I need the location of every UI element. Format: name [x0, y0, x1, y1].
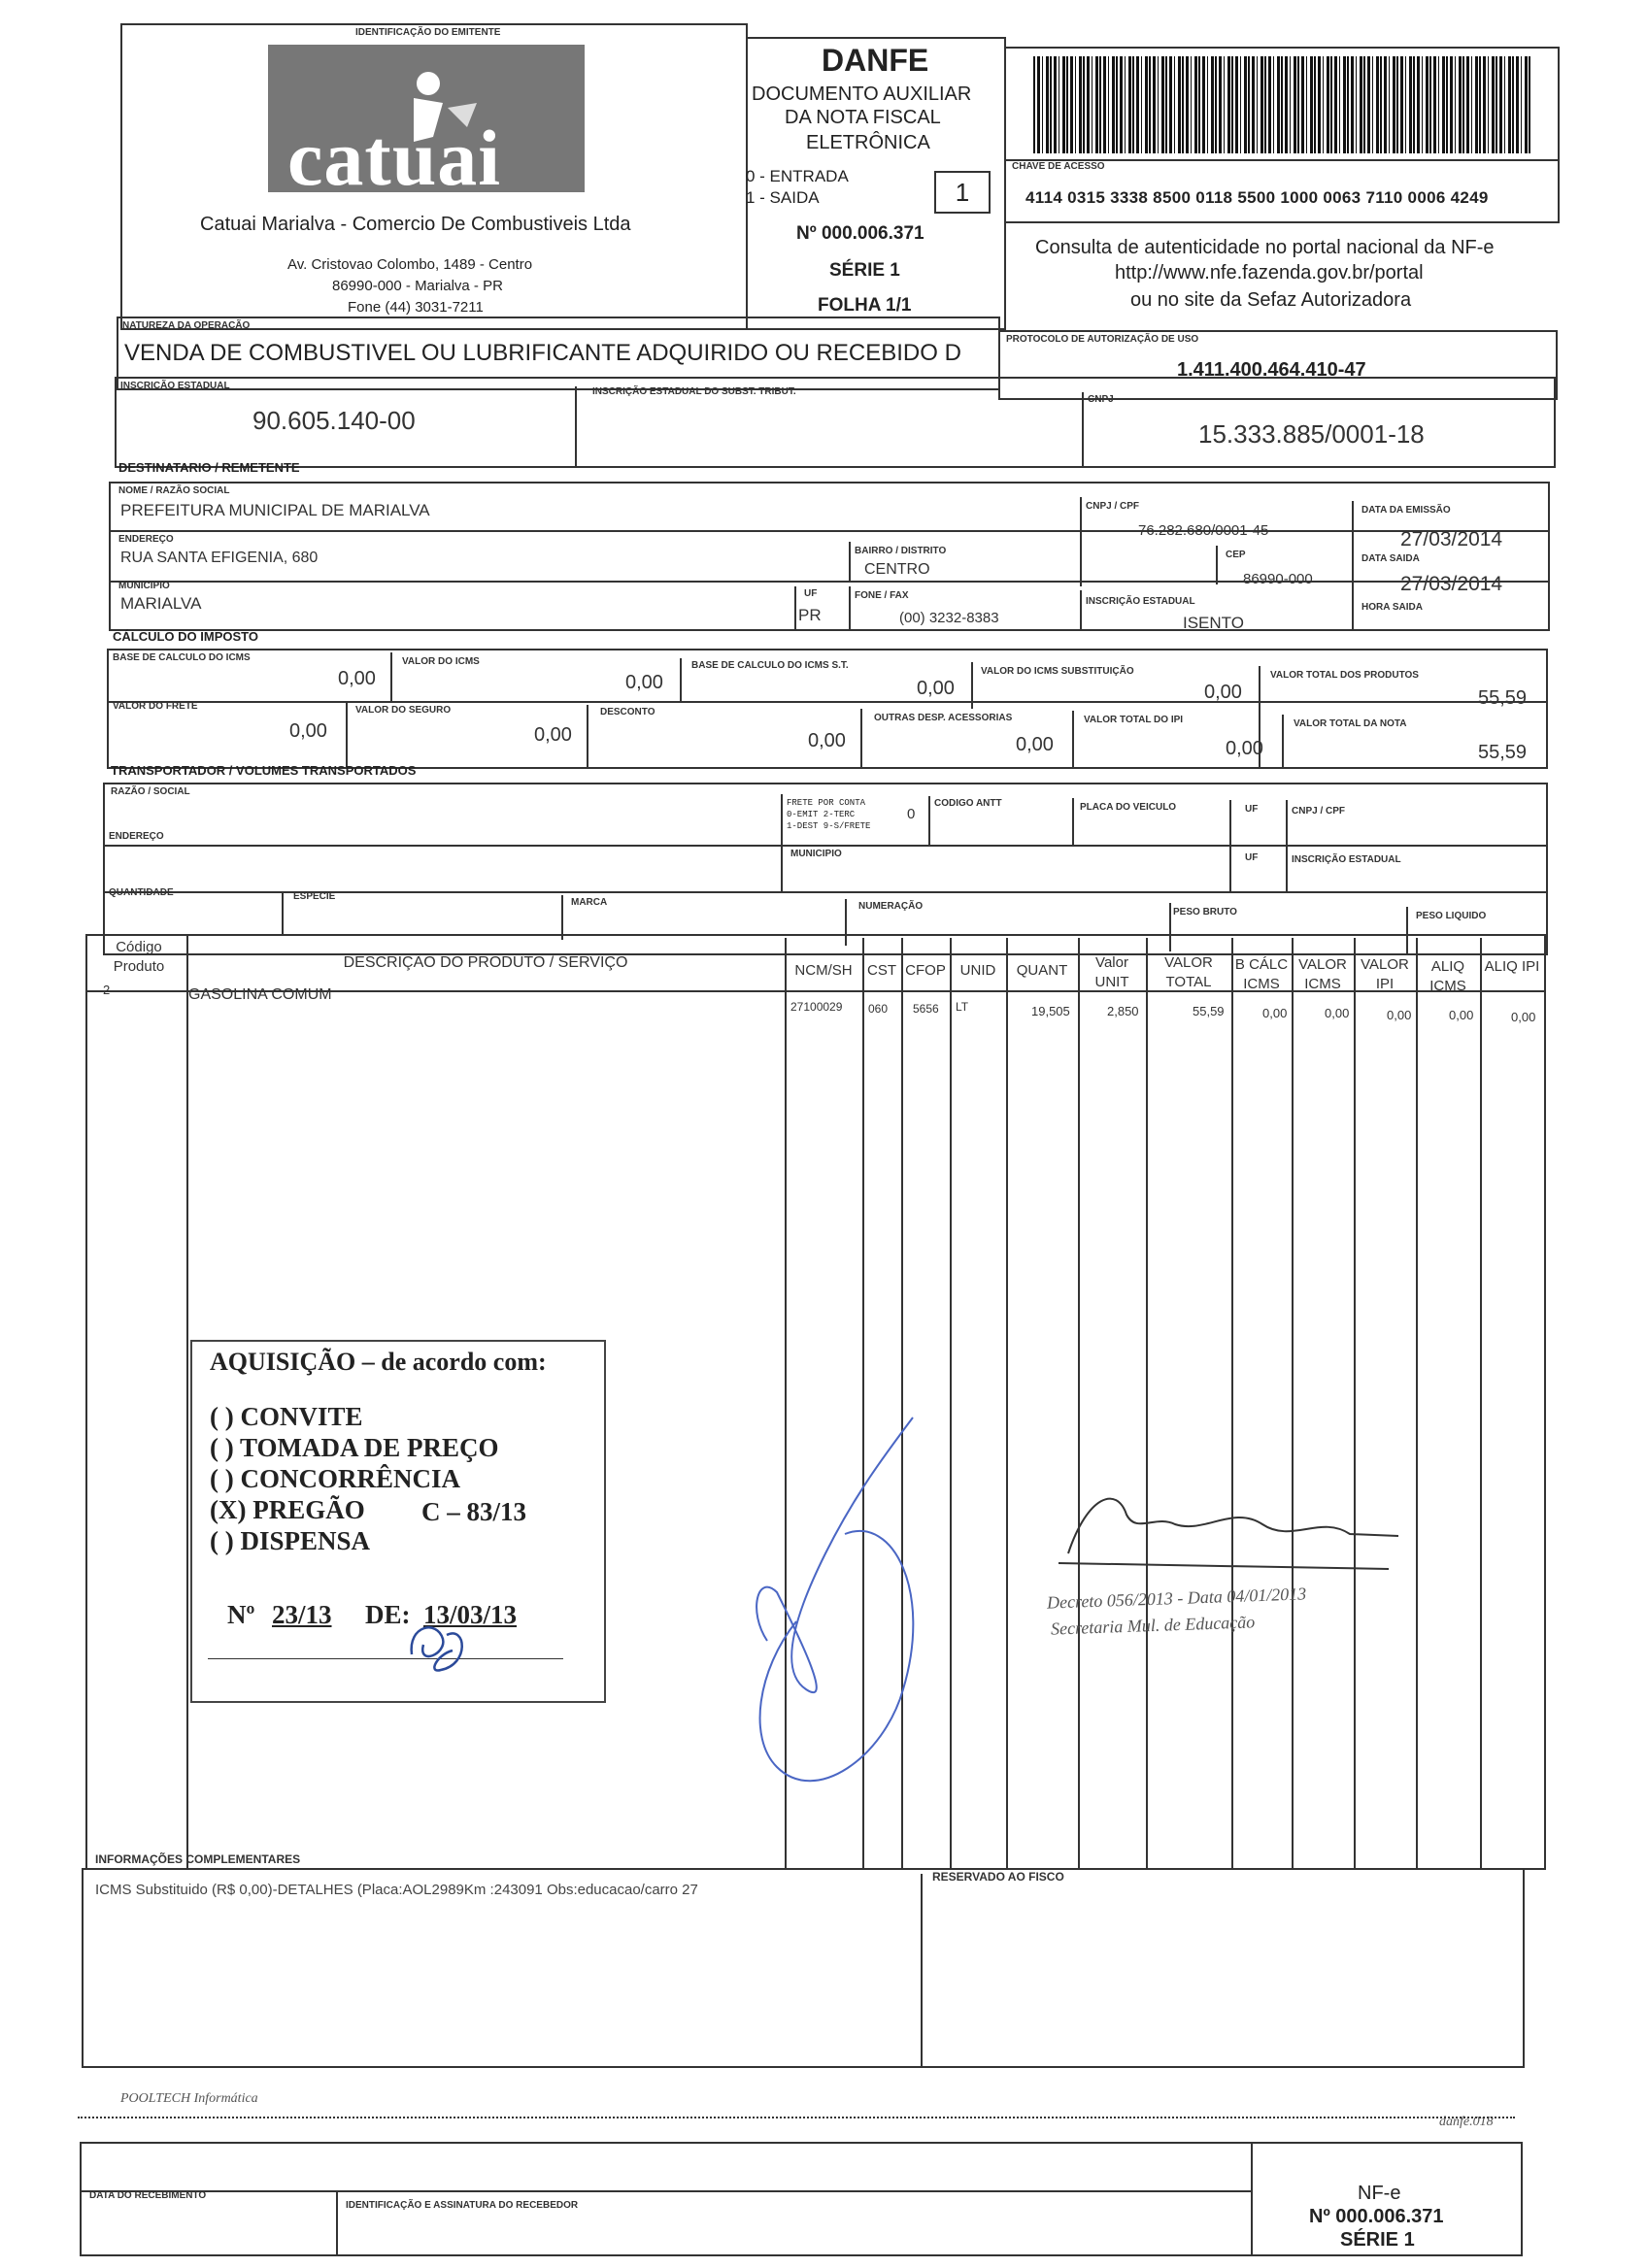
imp-col-7 [860, 709, 862, 769]
row-codigo: 2 [103, 983, 111, 997]
trans-marca-label: MARCA [571, 897, 608, 908]
stamp-opt5: ( ) DISPENSA [210, 1526, 371, 1555]
imp-col-2 [680, 658, 682, 701]
trans-uf-label: UF [1245, 804, 1259, 815]
imp-col-5 [346, 701, 348, 767]
trans-endereco-label: ENDEREÇO [109, 831, 164, 842]
col-vipi [1416, 938, 1418, 1870]
trans-frete-label-1: FRETE POR CONTA [787, 798, 866, 808]
imp-col-6 [587, 705, 588, 769]
dest-fone-label: FONE / FAX [855, 590, 909, 601]
outras-label: OUTRAS DESP. ACESSORIAS [874, 713, 1013, 723]
danfe-subtitle1: DOCUMENTO AUXILIAR [752, 83, 972, 105]
trans-uf2-label: UF [1245, 852, 1259, 863]
imp-col-3 [971, 662, 973, 709]
dest-saida: 27/03/2014 [1400, 573, 1503, 595]
consulta-line3: ou no site da Sefaz Autorizadora [1130, 289, 1412, 311]
official-signature-icon [1039, 1476, 1408, 1592]
recebimento-divider [336, 2190, 338, 2256]
dest-municipio: MARIALVA [120, 594, 202, 613]
th-descricao: DESCRIÇÃO DO PRODUTO / SERVIÇO [343, 954, 628, 971]
dest-col-ie [1080, 590, 1082, 631]
dest-col-bairro [849, 542, 851, 581]
dest-col-fone [849, 586, 851, 631]
fisco-label: RESERVADO AO FISCO [932, 1870, 1064, 1884]
company-logo [268, 45, 585, 202]
th-unid: UNID [959, 962, 996, 979]
trans-cnpj-label: CNPJ / CPF [1292, 806, 1346, 817]
valor-icms-label: VALOR DO ICMS [402, 656, 480, 667]
trans-liquido-label: PESO LIQUIDO [1416, 911, 1487, 921]
trans-placa-label: PLACA DO VEICULO [1080, 802, 1177, 813]
recebimento-box [80, 2142, 1523, 2256]
danfe-saida: 1 - SAIDA [746, 188, 820, 207]
chave-label: CHAVE DE ACESSO [1012, 161, 1105, 172]
emitente-address1: Av. Cristovao Colombo, 1489 - Centro [287, 256, 533, 273]
row-vtotal: 55,59 [1193, 1004, 1225, 1018]
desconto-label: DESCONTO [600, 707, 655, 717]
emitente-name: Catuai Marialva - Comercio De Combustiveis Ltda [200, 214, 631, 235]
trans-frete-label-2: 0-EMIT 2-TERC [787, 810, 856, 819]
row-quant: 19,505 [1031, 1004, 1070, 1018]
th-vicms: VALOR ICMS [1298, 956, 1347, 992]
total-produtos-label: VALOR TOTAL DOS PRODUTOS [1270, 670, 1419, 681]
imposto-section: CÁLCULO DO IMPOSTO [113, 629, 258, 644]
complementares-text: ICMS Substituido (R$ 0,00)-DETALHES (Placa:AOL2989Km :243091 Obs:educacao/carro 27 [95, 1882, 698, 1898]
trans-col-uf [1229, 800, 1231, 891]
stamp-num-label: Nº [227, 1600, 255, 1629]
th-vunit: Valor UNIT [1094, 954, 1129, 990]
dest-row-divider-2 [109, 581, 1550, 583]
row-aicms: 0,00 [1449, 1008, 1474, 1022]
row-unid: LT [956, 1000, 969, 1014]
row-bcalc: 0,00 [1262, 1006, 1288, 1020]
dest-hora-label: HORA SAIDA [1361, 602, 1423, 613]
signature-scribble-icon [738, 1398, 932, 1806]
identificacao-label: IDENTIFICAÇÃO E ASSINATURA DO RECEBEDOR [346, 2200, 579, 2211]
stamp-opt2: ( ) TOMADA DE PREÇO [210, 1433, 499, 1462]
footer-numero: Nº 000.006.371 [1309, 2206, 1444, 2227]
trans-row-1 [103, 845, 1548, 847]
dest-cnpj: 76.282.680/0001-45 [1138, 522, 1269, 539]
trans-col-frete [781, 794, 783, 891]
barcode [1033, 56, 1532, 153]
dest-row-divider-1 [109, 530, 1550, 532]
trans-bruto-label: PESO BRUTO [1173, 907, 1237, 917]
dest-uf: PR [798, 606, 822, 624]
th-vtotal: VALOR TOTAL [1164, 954, 1213, 990]
th-vipi: VALOR IPI [1361, 956, 1409, 992]
emitente-address2: 86990-000 - Marialva - PR [332, 278, 503, 294]
dest-bairro: CENTRO [864, 561, 930, 578]
col-codigo [186, 934, 188, 1870]
stamp-opt3: ( ) CONCORRÊNCIA [210, 1464, 460, 1493]
ie-divider [575, 386, 577, 468]
dest-col-date [1352, 501, 1354, 631]
total-produtos: 55,59 [1478, 687, 1528, 709]
consulta-line2: http://www.nfe.fazenda.gov.br/portal [1115, 262, 1424, 284]
frete: 0,00 [289, 720, 327, 742]
recebimento-top-line [80, 2190, 1251, 2192]
trans-qtd-label: QUANTIDADE [109, 887, 174, 898]
dest-fone: (00) 3232-8383 [899, 610, 999, 626]
seguro: 0,00 [534, 724, 572, 746]
frete-label: VALOR DO FRETE [113, 701, 198, 712]
ipi: 0,00 [1226, 738, 1263, 759]
desconto: 0,00 [808, 730, 846, 751]
trans-frete-value: 0 [907, 806, 916, 822]
col-unid [1006, 938, 1008, 1870]
dest-cep-label: CEP [1226, 550, 1246, 560]
ie-value: 90.605.140-00 [252, 406, 416, 435]
valor-icms: 0,00 [625, 672, 663, 693]
danfe-subtitle2: DA NOTA FISCAL [785, 107, 941, 128]
protocolo-label: PROTOCOLO DE AUTORIZAÇÃO DE USO [1006, 334, 1199, 345]
imp-col-8 [1072, 711, 1074, 769]
th-aicms: ALIQ ICMS [1429, 958, 1466, 994]
dest-cnpj-label: CNPJ / CPF [1086, 501, 1140, 512]
imp-col-9 [1282, 715, 1284, 769]
imp-col-1 [390, 652, 392, 701]
col-bcalc [1292, 938, 1294, 1870]
stamp-opt1: ( ) CONVITE [210, 1402, 363, 1431]
dest-ie: ISENTO [1183, 614, 1244, 632]
emitente-cnpj-value: 15.333.885/0001-18 [1198, 419, 1425, 449]
destinatario-section: DESTINATARIO / REMETENTE [118, 460, 300, 475]
row-cst: 060 [868, 1002, 889, 1016]
imp-row-divider [107, 701, 1548, 703]
dest-col-cep [1216, 546, 1218, 584]
dest-bairro-label: BAIRRO / DISTRITO [855, 546, 947, 556]
dest-saida-label: DATA SAIDA [1361, 553, 1420, 564]
th-cst: CST [867, 962, 896, 979]
logo-text: catuai [287, 114, 502, 202]
trans-antt-label: CODIGO ANTT [934, 798, 1002, 809]
row-vunit: 2,850 [1107, 1004, 1139, 1018]
col-vtotal [1231, 938, 1233, 1870]
complementares-label: INFORMAÇÕES COMPLEMENTARES [95, 1852, 301, 1866]
dest-emissao-label: DATA DA EMISSÃO [1361, 505, 1451, 516]
recebimento-label: DATA DO RECEBIMENTO [89, 2190, 207, 2201]
valor-st-label: VALOR DO ICMS SUBSTITUIÇÃO [981, 666, 1134, 677]
dest-ie-label: INSCRIÇÃO ESTADUAL [1086, 596, 1195, 607]
th-bcalc: B CÁLC ICMS [1234, 956, 1289, 992]
danfe-entrada: 0 - ENTRADA [746, 167, 849, 185]
row-vicms: 0,00 [1325, 1006, 1350, 1020]
stamp-de-label: DE: [365, 1600, 411, 1629]
seguro-label: VALOR DO SEGURO [355, 705, 452, 716]
stamp-sign-line [208, 1658, 563, 1659]
danfe-title: DANFE [822, 43, 929, 78]
dest-endereco: RUA SANTA EFIGENIA, 680 [120, 550, 319, 566]
th-ncm: NCM/SH [794, 962, 853, 979]
base-icms: 0,00 [338, 668, 376, 689]
transportador-section: TRANSPORTADOR / VOLUMES TRANSPORTADOS [111, 763, 417, 778]
protocolo-value: 1.411.400.464.410-47 [1177, 359, 1366, 381]
dest-col-cnpj [1080, 497, 1082, 586]
natureza-label: NATUREZA DA OPERAÇÃO [122, 320, 251, 331]
dest-col-uf [794, 586, 796, 631]
col-aicms [1480, 938, 1482, 1870]
nfe-divider [1251, 2142, 1253, 2256]
th-aipi: ALIQ IPI [1484, 958, 1540, 975]
base-st: 0,00 [917, 678, 955, 699]
th-cfop: CFOP [905, 962, 946, 979]
row-aipi: 0,00 [1511, 1010, 1536, 1024]
trans-municipio-label: MUNICIPIO [790, 849, 842, 859]
chave-value: 4114 0315 3338 8500 0118 5500 1000 0063 7110 0006 4249 [1025, 188, 1489, 207]
dest-cep: 86990-000 [1243, 571, 1313, 587]
outras: 0,00 [1016, 734, 1054, 755]
row-ncm: 27100029 [790, 1000, 843, 1014]
danfe-numero: Nº 000.006.371 [796, 223, 924, 244]
footer-nfe: NF-e [1358, 2183, 1401, 2204]
danfe-tipo-box: 1 [934, 171, 991, 214]
base-icms-label: BASE DE CALCULO DO ICMS [113, 652, 251, 663]
base-st-label: BASE DE CALCULO DO ICMS S.T. [691, 660, 849, 671]
th-codigo: Código Produto [113, 939, 165, 975]
danfe-ref: danfe.018 [1439, 2115, 1494, 2129]
valor-st: 0,00 [1204, 682, 1242, 703]
col-quant [1078, 938, 1080, 1870]
ipi-label: VALOR TOTAL DO IPI [1084, 715, 1184, 725]
trans-col-cnpj [1286, 800, 1288, 891]
ie-subst-label: INSCRIÇÃO ESTADUAL DO SUBST. TRIBUT. [592, 386, 796, 397]
footer-serie: SÉRIE 1 [1340, 2229, 1415, 2251]
dest-uf-label: UF [804, 588, 818, 599]
dest-endereco-label: ENDEREÇO [118, 534, 174, 545]
dest-nome: PREFEITURA MUNICIPAL DE MARIALVA [120, 501, 430, 519]
trans-col-especie [282, 891, 284, 936]
row-cfop: 5656 [913, 1002, 939, 1016]
stamp-title: AQUISIÇÃO – de acordo com: [210, 1348, 547, 1376]
trans-frete-label-3: 1-DEST 9-S/FRETE [787, 821, 871, 831]
danfe-folha: FOLHA 1/1 [818, 295, 912, 316]
stamp-de: 13/03/13 [423, 1600, 518, 1629]
total-nota: 55,59 [1478, 742, 1528, 763]
emitente-section-label: IDENTIFICAÇÃO DO EMITENTE [355, 27, 501, 38]
th-quant: QUANT [1016, 962, 1068, 979]
danfe-serie: SÉRIE 1 [829, 260, 900, 281]
stamp-initials-icon [398, 1616, 476, 1684]
ie-label: INSCRIÇÃO ESTADUAL [120, 381, 230, 391]
cnpj-divider [1082, 392, 1084, 468]
row-descricao: GASOLINA COMUM [188, 986, 332, 1003]
tear-line [78, 2117, 1515, 2118]
consulta-line1: Consulta de autenticidade no portal nacional da NF-e [1035, 237, 1495, 258]
stamp-num: 23/13 [272, 1600, 332, 1629]
dest-nome-label: NOME / RAZÃO SOCIAL [118, 485, 230, 496]
signature-stamp-line1: Decreto 056/2013 - Data 04/01/2013 [1046, 1584, 1307, 1613]
emitente-cnpj-label: CNPJ [1088, 394, 1114, 405]
dest-emissao: 27/03/2014 [1400, 528, 1503, 550]
total-nota-label: VALOR TOTAL DA NOTA [1294, 718, 1407, 729]
dest-municipio-label: MUNICIPIO [118, 581, 170, 591]
row-vipi: 0,00 [1387, 1008, 1412, 1022]
col-cfop [950, 938, 952, 1870]
stamp-opt4: (X) PREGÃO [210, 1495, 365, 1524]
trans-razao-label: RAZÃO / SOCIAL [111, 786, 190, 797]
col-vicms [1354, 938, 1356, 1870]
software-credit: POOLTECH Informática [120, 2091, 258, 2106]
danfe-subtitle3: ELETRÔNICA [806, 132, 930, 153]
col-vunit [1146, 938, 1148, 1870]
trans-col-antt [928, 796, 930, 845]
trans-col-placa [1072, 798, 1074, 845]
trans-ie-label: INSCRIÇÃO ESTADUAL [1292, 854, 1401, 865]
trans-especie-label: ESPECIE [293, 891, 336, 902]
trans-numeracao-label: NUMERAÇÃO [858, 901, 924, 912]
fisco-divider [921, 1874, 923, 2068]
natureza-value: VENDA DE COMBUSTIVEL OU LUBRIFICANTE ADQUIRIDO OU RECEBIDO D [124, 340, 961, 366]
emitente-phone: Fone (44) 3031-7211 [348, 299, 484, 316]
signature-stamp-line2: Secretaria Mul. de Educação [1050, 1612, 1256, 1639]
stamp-opt4-ref: C – 83/13 [421, 1497, 526, 1526]
